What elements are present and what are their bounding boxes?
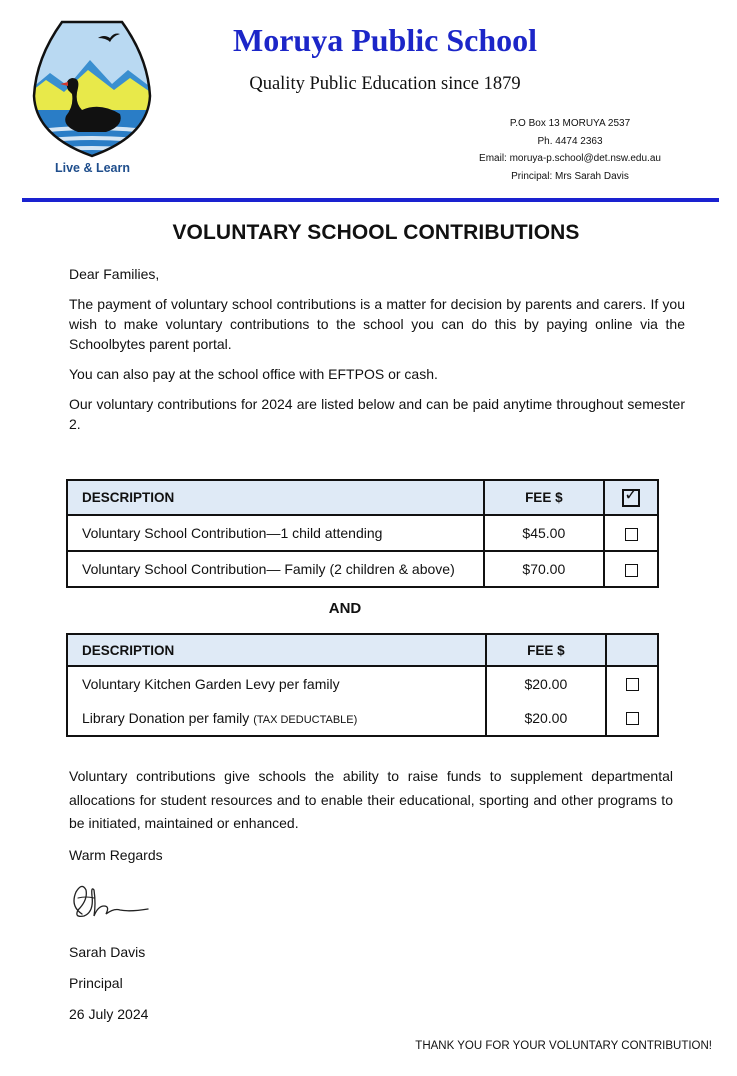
header-checkbox-cell: [606, 634, 658, 666]
paragraph-contributions-2024: Our voluntary contributions for 2024 are listed below and can be paid anytime throughout semester 2.: [69, 396, 685, 432]
row-fee: $45.00: [484, 515, 605, 551]
paragraph-payment-info: The payment of voluntary school contributions is a matter for decision by parents and carers. If you wish to make voluntary contributions to the school you can do this by paying online via the Schoolbytes parent portal.: [69, 296, 685, 352]
contact-principal: Principal: Mrs Sarah Davis: [511, 170, 629, 182]
paragraph-office-payment: You can also pay at the school office with EFTPOS or cash.: [69, 366, 438, 382]
signer-role: Principal: [69, 975, 123, 991]
school-motto: Live & Learn: [54, 161, 131, 175]
school-name: Moruya Public School: [232, 22, 537, 58]
greeting: Dear Families,: [69, 266, 160, 282]
row-description: [67, 700, 486, 736]
school-crest-logo: [20, 18, 165, 183]
donations-table: [66, 633, 659, 737]
sign-off: Warm Regards: [69, 847, 163, 863]
header-fee: FEE $: [486, 634, 607, 666]
empty-checkbox-icon[interactable]: [625, 528, 638, 541]
row-fee: $70.00: [484, 551, 605, 587]
header-fee: FEE $: [484, 480, 605, 515]
tax-deductible-note: (TAX DEDUCTABLE): [253, 713, 358, 726]
checked-checkbox-icon: ✓: [622, 489, 640, 507]
and-label: AND: [328, 600, 362, 617]
row-fee: $20.00: [486, 666, 607, 700]
table-row: [67, 551, 658, 587]
contact-block: [440, 115, 700, 185]
table-row: [67, 666, 658, 700]
header-checkbox-cell: [604, 480, 658, 515]
signature-icon: [64, 876, 154, 926]
row-fee: $20.00: [486, 700, 607, 736]
signature: [64, 876, 154, 926]
row-checkbox-cell: [606, 666, 658, 700]
table-header-row: [67, 480, 658, 515]
contact-phone: Ph. 4474 2363: [537, 135, 603, 147]
row-description: Voluntary Kitchen Garden Levy per family: [67, 666, 486, 700]
header-divider: [22, 198, 719, 202]
row-description: Voluntary School Contribution—1 child attending: [67, 515, 484, 551]
empty-checkbox-icon[interactable]: [626, 712, 639, 725]
contact-email: Email: moruya-p.school@det.nsw.edu.au: [479, 153, 661, 164]
table-header-row: [67, 634, 658, 666]
signer-name: Sarah Davis: [69, 944, 146, 960]
letter-date: 26 July 2024: [69, 1006, 149, 1022]
empty-checkbox-icon[interactable]: [625, 564, 638, 577]
school-crest-black-swan-icon: [20, 18, 165, 163]
row-checkbox-cell: [606, 700, 658, 736]
row-checkbox-cell: [604, 551, 658, 587]
row-checkbox-cell: [604, 515, 658, 551]
closing-paragraph: Voluntary contributions give schools the ability to raise funds to supplement departmental allocations for student resources and to enable their educational, sporting and other programs to be initiated, maintained or enhanced.: [69, 768, 673, 831]
table-row: [67, 515, 658, 551]
header-description: DESCRIPTION: [67, 480, 484, 515]
letter-title: VOLUNTARY SCHOOL CONTRIBUTIONS: [172, 221, 580, 244]
header-description: DESCRIPTION: [67, 634, 486, 666]
row-description-text: Library Donation per family: [82, 709, 250, 726]
school-tagline: Quality Public Education since 1879: [249, 74, 521, 94]
empty-checkbox-icon[interactable]: [626, 678, 639, 691]
row-description: Voluntary School Contribution— Family (2 children & above): [67, 551, 484, 587]
table-row: [67, 700, 658, 736]
footer-thanks: THANK YOU FOR YOUR VOLUNTARY CONTRIBUTION!: [415, 1040, 712, 1052]
contributions-table: [66, 479, 659, 588]
contact-po-box: P.O Box 13 MORUYA 2537: [509, 118, 631, 129]
